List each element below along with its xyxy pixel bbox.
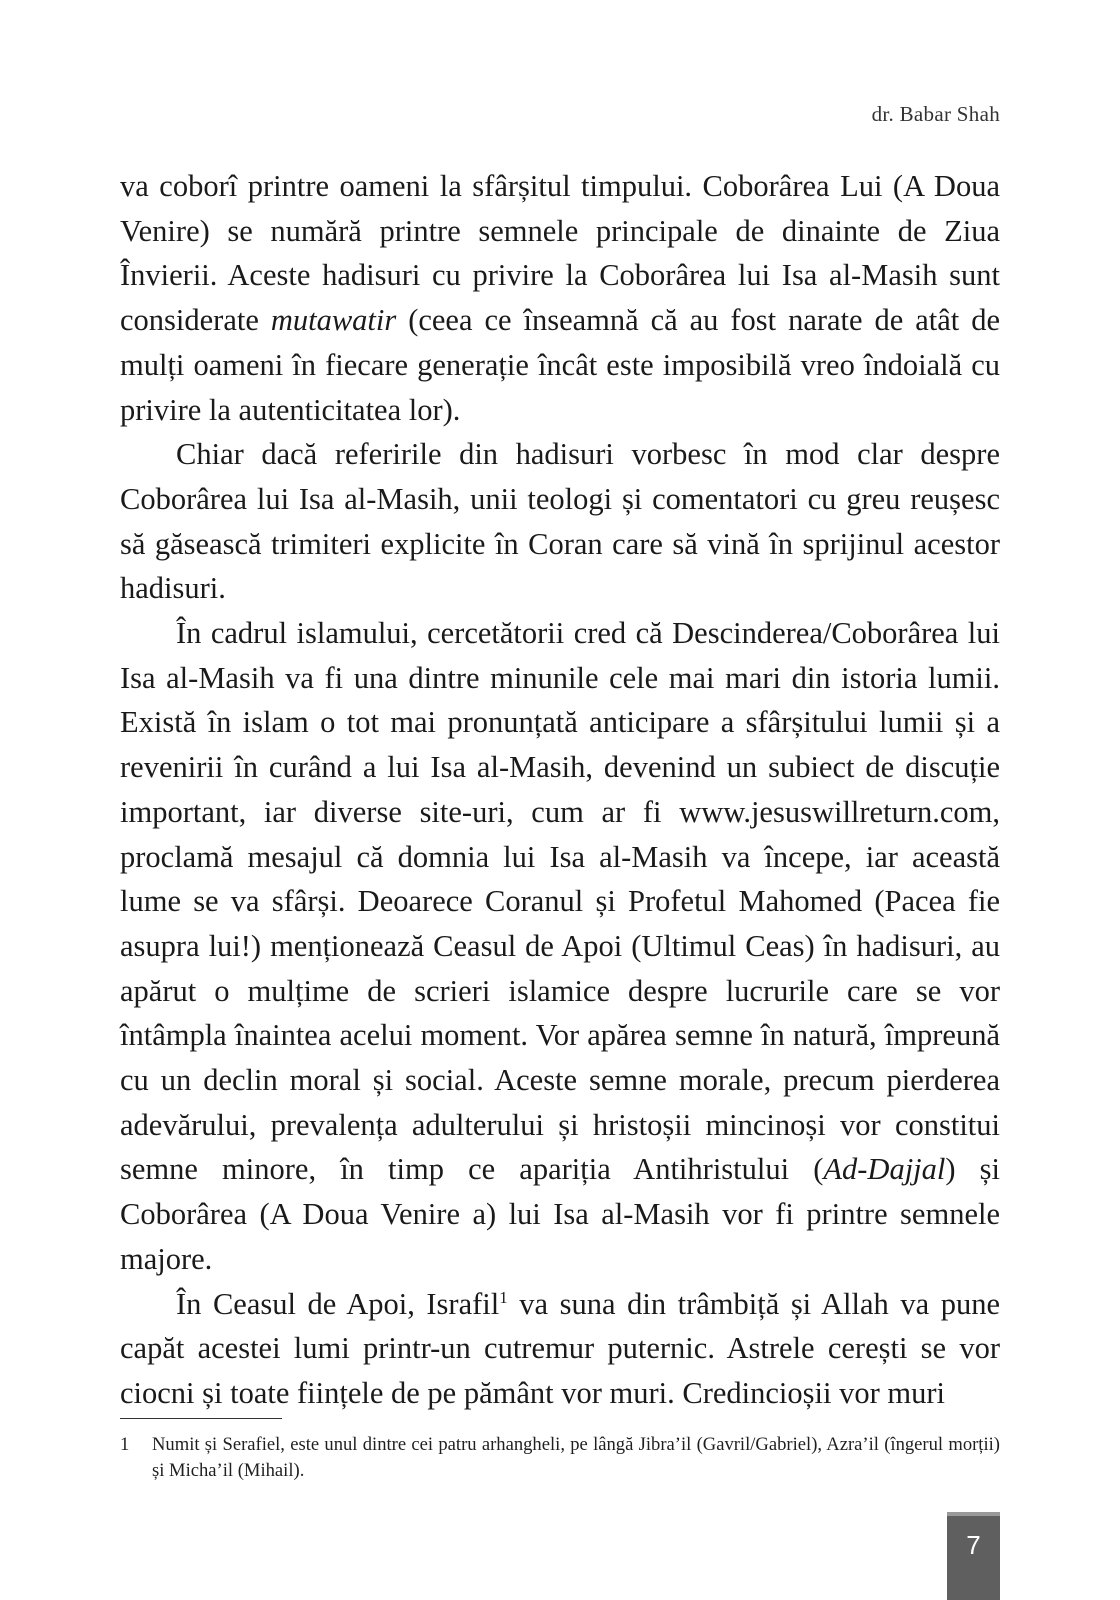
text-run: ) și Coborârea (A Doua Venire a) lui Isa al-Masih vor fi printre semnele majore.: [120, 1152, 1001, 1276]
text-run: În cadrul islamului, cercetătorii cred că Descinderea/Coborârea lui Isa al-Masih va fi una dintre minunile cele mai mari din istoria lumii. Există în islam o tot mai pronunțată anticipare a sfârșitului lumii și a revenirii în curând a lui Isa al-Masih, devenind un subiect de discuție important, iar diverse site-uri, cum ar fi www.jesuswillreturn.com, proclamă mesajul că domnia lui Isa al-Masih va începe, iar această lume se va sfârși. Deoarece Coranul și Profetul Mahomed (Pacea fie asupra lui!) menționează Ceasul de Apoi (Ultimul Ceas) în hadisuri, au apărut o mulțime de scrieri islamice despre lucrurile care se vor întâmpla înaintea acelui moment. Vor apărea semne în natură, împreună cu un declin moral și social. Aceste semne morale, precum pierderea adevărului, prevalența adulterului și hristoșii mincinoși vor constitui semne minore, în timp ce apariția Antihristului (: [120, 616, 1000, 1187]
paragraph: [120, 1282, 1000, 1416]
footnote: [120, 1432, 1000, 1484]
footnote-text: Numit și Serafiel, este unul dintre cei patru arhangheli, pe lângă Jibra’il (Gavril/Gabriel), Azra’il (îngerul morții) și Micha’il (Mihail).: [152, 1434, 1000, 1481]
footnote-number: 1: [120, 1434, 130, 1455]
text-run: În Ceasul de Apoi, Israfil: [176, 1286, 500, 1321]
footnote-reference: 1: [499, 1287, 508, 1307]
text-run: va coborî printre oameni la sfârșitul timpului. Coborârea Lui (A Doua Venire) se numără printre semnele principale de dinainte de Ziua Învierii. Aceste hadisuri cu privire la Coborârea lui Isa al-Masih sunt considerate: [120, 169, 1000, 338]
text-run: va suna din trâmbiță și Allah va pune capăt acestei lumi printr-un cutremur puternic. Astrele cerești se vor ciocni și toate ființele de pe pământ vor muri. Credincioșii vor muri: [120, 1286, 1000, 1410]
text-run: (ceea ce înseamnă că au fost narate de atât de mulți oameni în fiecare generație încât este imposibilă vreo îndoială cu privire la autenticitatea lor).: [120, 303, 1001, 427]
page-number: 7: [966, 1530, 981, 1560]
italic-term: mutawatir: [270, 303, 397, 338]
page-number-tab: [947, 1512, 1000, 1600]
footnote-divider: [120, 1418, 282, 1419]
paragraph: [120, 164, 1000, 432]
paragraph: [120, 432, 1000, 611]
text-run: Chiar dacă referirile din hadisuri vorbesc în mod clar despre Coborârea lui Isa al-Masih, unii teologi și comentatori cu greu reușesc să găsească trimiteri explicite în Coran care să vină în sprijinul acestor hadisuri.: [120, 437, 1000, 606]
body-text: [120, 164, 1000, 1416]
italic-term: Ad-Dajjal: [823, 1152, 946, 1187]
paragraph: [120, 611, 1000, 1282]
running-header-author: dr. Babar Shah: [871, 102, 1000, 126]
